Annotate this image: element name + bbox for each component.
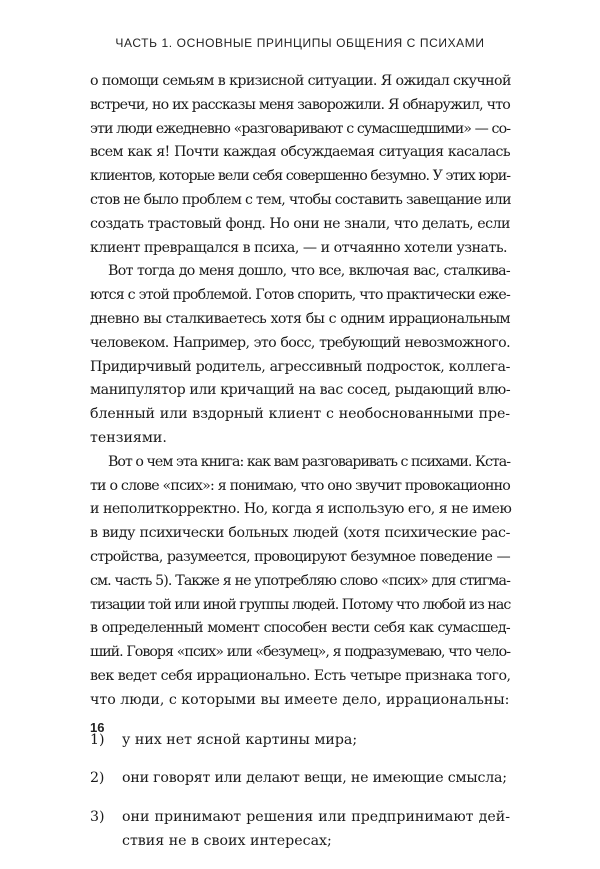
list-item-line <box>90 806 510 830</box>
text-line: тизации той или иной группы людей. Потому что любой из нас <box>90 596 511 613</box>
text-line: эти люди ежедневно «разговаривают с сумасшедшими» — со- <box>90 120 511 137</box>
list-item-number: 3) <box>90 809 105 826</box>
text-line: век ведет себя иррационально. Есть четыре признака того, <box>90 667 511 684</box>
text-line: и неполиткорректно. Но, когда я использую его, я не имею <box>90 501 512 518</box>
list-item-number: 2) <box>90 770 105 787</box>
text-line: бленный или вздорный клиент с необоснованными пре- <box>90 406 510 423</box>
text-line: тензиями. <box>90 429 167 446</box>
body-text <box>90 70 510 869</box>
list-item-text: они говорят или делают вещи, не имеющие смысла; <box>122 770 507 787</box>
list-item-number: 1) <box>90 731 105 748</box>
list-item-line <box>90 830 510 854</box>
paragraph <box>90 451 510 713</box>
text-line: в виду психически больных людей (хотя психические рас- <box>90 525 510 542</box>
text-line: Придирчивый родитель, агрессивный подросток, коллега- <box>90 358 510 375</box>
page-number: 16 <box>90 720 105 735</box>
list-item-text: у них нет ясной картины мира; <box>122 731 358 748</box>
text-line: клиентов, которые вели себя совершенно безумно. У этих юри- <box>90 168 510 185</box>
text-line: дневно вы сталкиваетесь хотя бы с одним иррациональным <box>90 310 510 327</box>
text-line: манипулятор или кричащий на вас сосед, рыдающий влю- <box>90 382 511 399</box>
list-item <box>90 767 510 791</box>
paragraph <box>90 260 510 450</box>
text-line: о помощи семьям в кризисной ситуации. Я ожидал скучной <box>90 73 511 89</box>
running-head: ЧАСТЬ 1. ОСНОВНЫЕ ПРИНЦИПЫ ОБЩЕНИЯ С ПСИХАМИ <box>115 36 485 50</box>
paragraph <box>90 70 510 260</box>
text-line: что люди, с которыми вы имеете дело, иррациональны: <box>90 691 510 708</box>
text-line: человеком. Например, это босс, требующий невозможного. <box>90 334 510 351</box>
list-item-line <box>90 767 510 791</box>
list-item <box>90 806 510 854</box>
list-item <box>90 729 510 753</box>
text-line: ший. Говоря «псих» или «безумец», я подразумеваю, что чело- <box>90 644 510 661</box>
text-line: стройства, разумеется, провоцируют безумное поведение — <box>90 548 510 565</box>
text-line: Вот о чем эта книга: как вам разговаривать с психами. Кста- <box>108 453 510 470</box>
paragraphs <box>90 70 510 713</box>
text-line: ются с этой проблемой. Готов спорить, что практически еже- <box>90 287 510 304</box>
text-line: клиент превращался в психа, — и отчаянно хотели узнать. <box>90 239 508 256</box>
list-item-text: ствия не в своих интересах; <box>122 832 332 849</box>
text-line: создать трастовый фонд. Но они не знали, что делать, если <box>90 215 511 232</box>
text-line: стов не было проблем с тем, чтобы составить завещание или <box>90 191 511 208</box>
text-line: см. часть 5). Также я не употребляю слово «псих» для стигма- <box>90 572 510 589</box>
text-line: ти о слове «псих»: я понимаю, что оно звучит провокационно <box>90 477 510 494</box>
list-item-line <box>90 729 510 753</box>
text-line: встречи, но их рассказы меня заворожили. Я обнаружил, что <box>90 96 510 113</box>
text-line: всем как я! Почти каждая обсуждаемая ситуация касалась <box>90 144 510 161</box>
list-item-text: они принимают решения или предпринимают дей- <box>122 809 510 826</box>
text-line: в определенный момент способен вести себя как сумасшед- <box>90 620 510 637</box>
text-line: Вот тогда до меня дошло, что все, включая вас, сталкива- <box>108 263 510 280</box>
numbered-list <box>90 729 510 854</box>
